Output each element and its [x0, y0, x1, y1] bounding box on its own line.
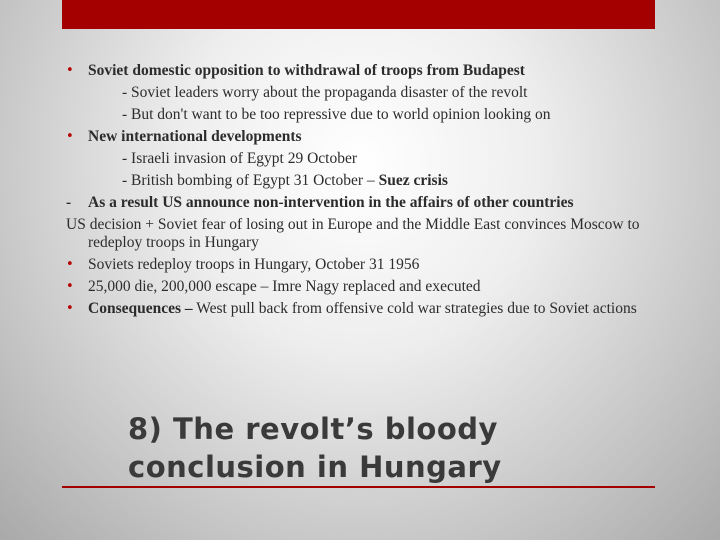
bullet-item: [66, 278, 656, 296]
sub-item: - Israeli invasion of Egypt 29 October: [122, 150, 358, 167]
sub-item: - But don't want to be too repressive due to world opinion looking on: [122, 106, 551, 123]
bullet-text: West pull back from offensive cold war strategies due to Soviet actions: [192, 300, 637, 317]
slide-body: [66, 62, 656, 322]
dash-item: [66, 194, 656, 212]
dash-marker: -: [66, 194, 72, 211]
bullet-item: [66, 256, 656, 274]
sub-item-text: - British bombing of Egypt 31 October –: [122, 172, 379, 189]
bullet-heading: Soviet domestic opposition to withdrawal of troops from Budapest: [88, 62, 525, 79]
dash-item-text: As a result US announce non-intervention in the affairs of other countries: [88, 194, 574, 211]
bullet-dot-icon: •: [66, 257, 74, 272]
bullet-dot-icon: •: [66, 279, 74, 294]
bullet-dot-icon: •: [66, 63, 74, 78]
bullet-heading: Consequences –: [88, 300, 193, 317]
sub-item: - Soviet leaders worry about the propaganda disaster of the revolt: [122, 84, 528, 101]
bullet-item: [66, 62, 656, 80]
plain-paragraph: US decision + Soviet fear of losing out in Europe and the Middle East convinces Moscow to redeploy troops in Hungary: [66, 216, 640, 251]
slide-title-line-2: conclusion in Hungary: [128, 450, 502, 484]
bullet-text: 25,000 die, 200,000 escape – Imre Nagy replaced and executed: [88, 278, 481, 295]
top-accent-bar: [62, 0, 655, 29]
bullet-heading: New international developments: [88, 128, 302, 145]
slide-title-line-1: 8) The revolt’s bloody: [128, 412, 498, 446]
sub-item-emphasis: Suez crisis: [378, 172, 448, 189]
bullet-item: [66, 300, 656, 318]
bullet-dot-icon: •: [66, 301, 74, 316]
bottom-accent-rule: [62, 486, 655, 488]
sub-item: [66, 172, 656, 190]
bullet-text: Soviets redeploy troops in Hungary, October 31 1956: [88, 256, 420, 273]
bullet-dot-icon: •: [66, 129, 74, 144]
bullet-item: [66, 128, 656, 146]
slide-title: [128, 410, 648, 486]
